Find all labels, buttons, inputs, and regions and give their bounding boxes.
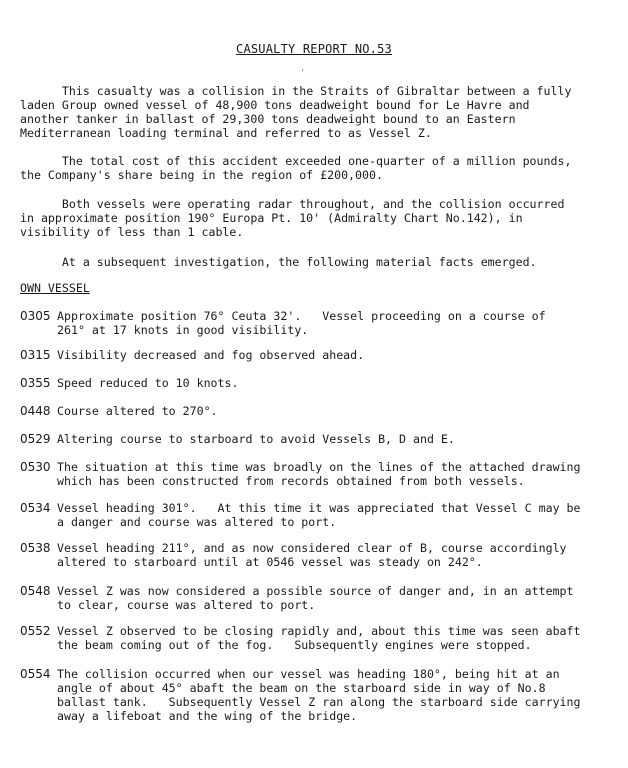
log-text: Vessel Z was now considered a possible source of danger and, in an attempt to clear, course was altered to port. xyxy=(57,584,574,612)
log-time: 0529 xyxy=(20,432,51,446)
stray-mark: ' xyxy=(300,68,305,77)
paragraph-investigation: At a subsequent investigation, the following material facts emerged. xyxy=(20,255,537,269)
log-text: Visibility decreased and fog observed ahead. xyxy=(57,348,365,362)
log-time: 0554 xyxy=(20,667,51,681)
log-time: 0305 xyxy=(20,309,51,323)
log-text: The situation at this time was broadly on the lines of the attached drawing which has been constructed from records obtained from both vessels. xyxy=(57,460,581,488)
log-time: 0552 xyxy=(20,624,51,638)
log-time: 0548 xyxy=(20,584,51,598)
log-text: Vessel heading 301°. At this time it was appreciated that Vessel C may be a danger and course was altered to port. xyxy=(57,501,581,529)
report-title: CASUALTY REPORT NO.53 xyxy=(236,42,392,56)
log-text: The collision occurred when our vessel was heading 180°, being hit at an angle of about 45° abaft the beam on the starboard side in way of No.8 ballast tank. Subsequently Vessel Z ran along the starboard side carrying away a lifeboat and the wing of the bridge. xyxy=(57,667,581,723)
paragraph-radar: Both vessels were operating radar throughout, and the collision occurred in approximate position 190° Europa Pt. 10' (Admiralty Chart No.142), in visibility of less than 1 cable. xyxy=(20,197,565,239)
log-text: Altering course to starboard to avoid Vessels B, D and E. xyxy=(57,432,455,446)
log-time: 0448 xyxy=(20,404,51,418)
section-heading: OWN VESSEL xyxy=(20,281,90,295)
log-text: Course altered to 270°. xyxy=(57,404,218,418)
log-text: Vessel heading 211°, and as now considered clear of B, course accordingly altered to starboard until at 0546 vessel was steady on 242°. xyxy=(57,541,567,569)
log-text: Speed reduced to 10 knots. xyxy=(57,376,239,390)
log-text: Vessel Z observed to be closing rapidly and, about this time was seen abaft the beam coming out of the fog. Subsequently engines were stopped. xyxy=(57,624,581,652)
log-time: 0355 xyxy=(20,376,51,390)
paragraph-intro: This casualty was a collision in the Straits of Gibraltar between a fully laden Group owned vessel of 48,900 tons deadweight bound for Le Havre and another tanker in ballast of 29,300 tons deadweight bound to an Eastern Mediterranean loading terminal and referred to as Vessel Z. xyxy=(20,84,572,140)
log-time: 0534 xyxy=(20,501,51,515)
paragraph-cost: The total cost of this accident exceeded one-quarter of a million pounds, the Company's share being in the region of £200,000. xyxy=(20,154,572,182)
log-text: Approximate position 76° Ceuta 32'. Vessel proceeding on a course of 261° at 17 knots in good visibility. xyxy=(57,309,546,337)
log-time: 0315 xyxy=(20,348,51,362)
log-time: 0538 xyxy=(20,541,51,555)
log-time: 0530 xyxy=(20,460,51,474)
